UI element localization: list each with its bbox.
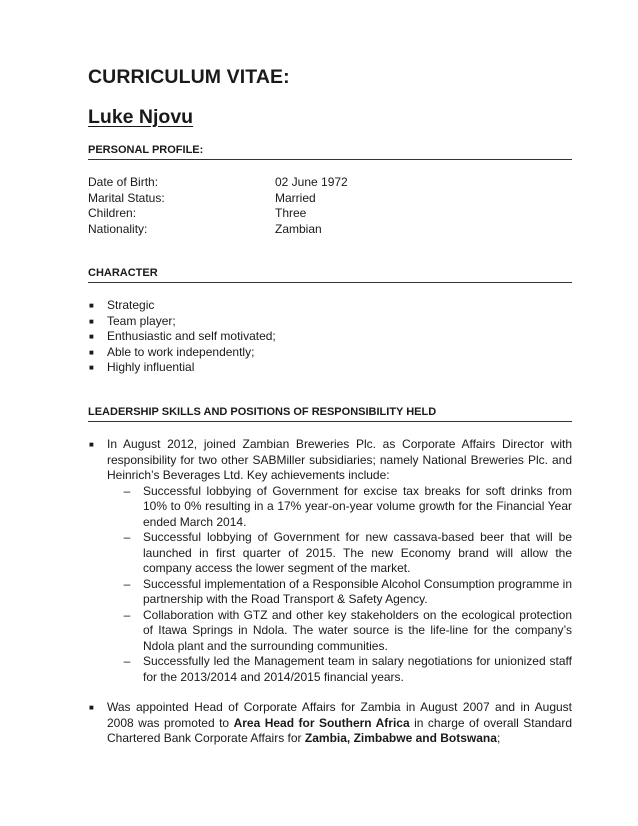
profile-label: Marital Status: [88,190,165,205]
text-segment: Was appointed Head of Corporate Affairs for Zambia in August 2007 and in August 2008 was promoted to [107,700,572,730]
achievement-item [107,608,572,655]
achievement-item [107,530,572,577]
square-bullet-icon: ■ [89,703,94,712]
document-title: CURRICULUM VITAE: [88,66,290,88]
list-item [88,314,572,330]
achievement-text: Successful lobbying of Government for excise tax breaks for soft drinks from 10% to 0% resulting in a 17% year-on-year volume growth for the Financial Year ended March 2014. [143,483,572,529]
achievement-item [107,654,572,685]
list-item [88,437,572,685]
personal-profile-heading: PERSONAL PROFILE: [88,143,572,160]
list-item [88,360,572,376]
square-bullet-icon: ■ [89,440,94,449]
personal-profile-table [88,175,348,237]
leadership-list-2 [88,700,572,747]
dash-bullet-icon: – [123,530,131,544]
achievement-item [107,484,572,531]
achievement-item [107,577,572,608]
profile-label: Date of Birth: [88,175,159,189]
profile-row-marital-status [88,191,348,207]
profile-value: 02 June 1972 [275,175,348,189]
position-description [107,700,572,747]
profile-label: Nationality: [88,221,148,236]
profile-row-children [88,206,348,222]
character-heading: CHARACTER [88,266,572,283]
profile-value: Zambian [275,221,322,236]
profile-value: Married [275,190,316,205]
character-trait: Able to work independently; [107,344,255,359]
square-bullet-icon: ■ [89,363,94,372]
square-bullet-icon: ■ [89,347,94,357]
leadership-heading: LEADERSHIP SKILLS AND POSITIONS OF RESPONSIBILITY HELD [88,405,572,422]
achievement-text: Collaboration with GTZ and other key stakeholders on the ecological protection of Itawa Springs in Ndola. The water source is the life-line for the company’s Ndola plant and the surrounding communities. [143,607,572,653]
profile-row-nationality [88,222,348,238]
list-item [88,345,572,361]
dash-bullet-icon: – [123,607,131,622]
candidate-name: Luke Njovu [88,106,194,128]
profile-value: Three [275,206,307,220]
list-item [88,329,572,345]
achievement-text: Successful lobbying of Government for new cassava-based beer that will be launched in first quarter of 2015. The new Economy brand will allow the company access the lower segment of the market. [143,530,572,575]
achievement-text: Successful implementation of a Responsible Alcohol Consumption programme in partnership with the Road Transport & Safety Agency. [143,576,572,606]
bold-role: Area Head for Southern Africa [233,715,410,730]
achievement-text: Successfully led the Management team in salary negotiations for unionized staff for the 2013/2014 and 2014/2015 financial years. [143,654,572,684]
text-segment: in charge of overall Standard Chartered Bank Corporate Affairs for [107,715,573,745]
bold-countries: Zambia, Zimbabwe and Botswana [304,731,497,745]
achievements-list [107,484,572,686]
profile-row-dob [88,175,348,191]
profile-label: Children: [88,206,137,220]
square-bullet-icon: ■ [89,316,94,326]
character-trait: Team player; [107,313,176,328]
character-trait: Strategic [107,298,155,312]
square-bullet-icon: ■ [89,301,94,310]
list-item [88,700,572,747]
dash-bullet-icon: – [123,483,131,498]
character-trait: Highly influential [107,360,195,374]
character-list [88,298,572,376]
character-trait: Enthusiastic and self motivated; [107,329,276,343]
list-item [88,298,572,314]
square-bullet-icon: ■ [89,332,94,341]
leadership-list [88,437,572,685]
text-segment: ; [496,731,501,745]
position-description: In August 2012, joined Zambian Breweries Plc. as Corporate Affairs Director with responsibility for two other SABMiller subsidiaries; namely National Breweries Plc. and Heinrich’s Beverages Ltd. Key achievements include: [107,437,572,482]
dash-bullet-icon: – [123,576,131,591]
dash-bullet-icon: – [123,654,131,668]
